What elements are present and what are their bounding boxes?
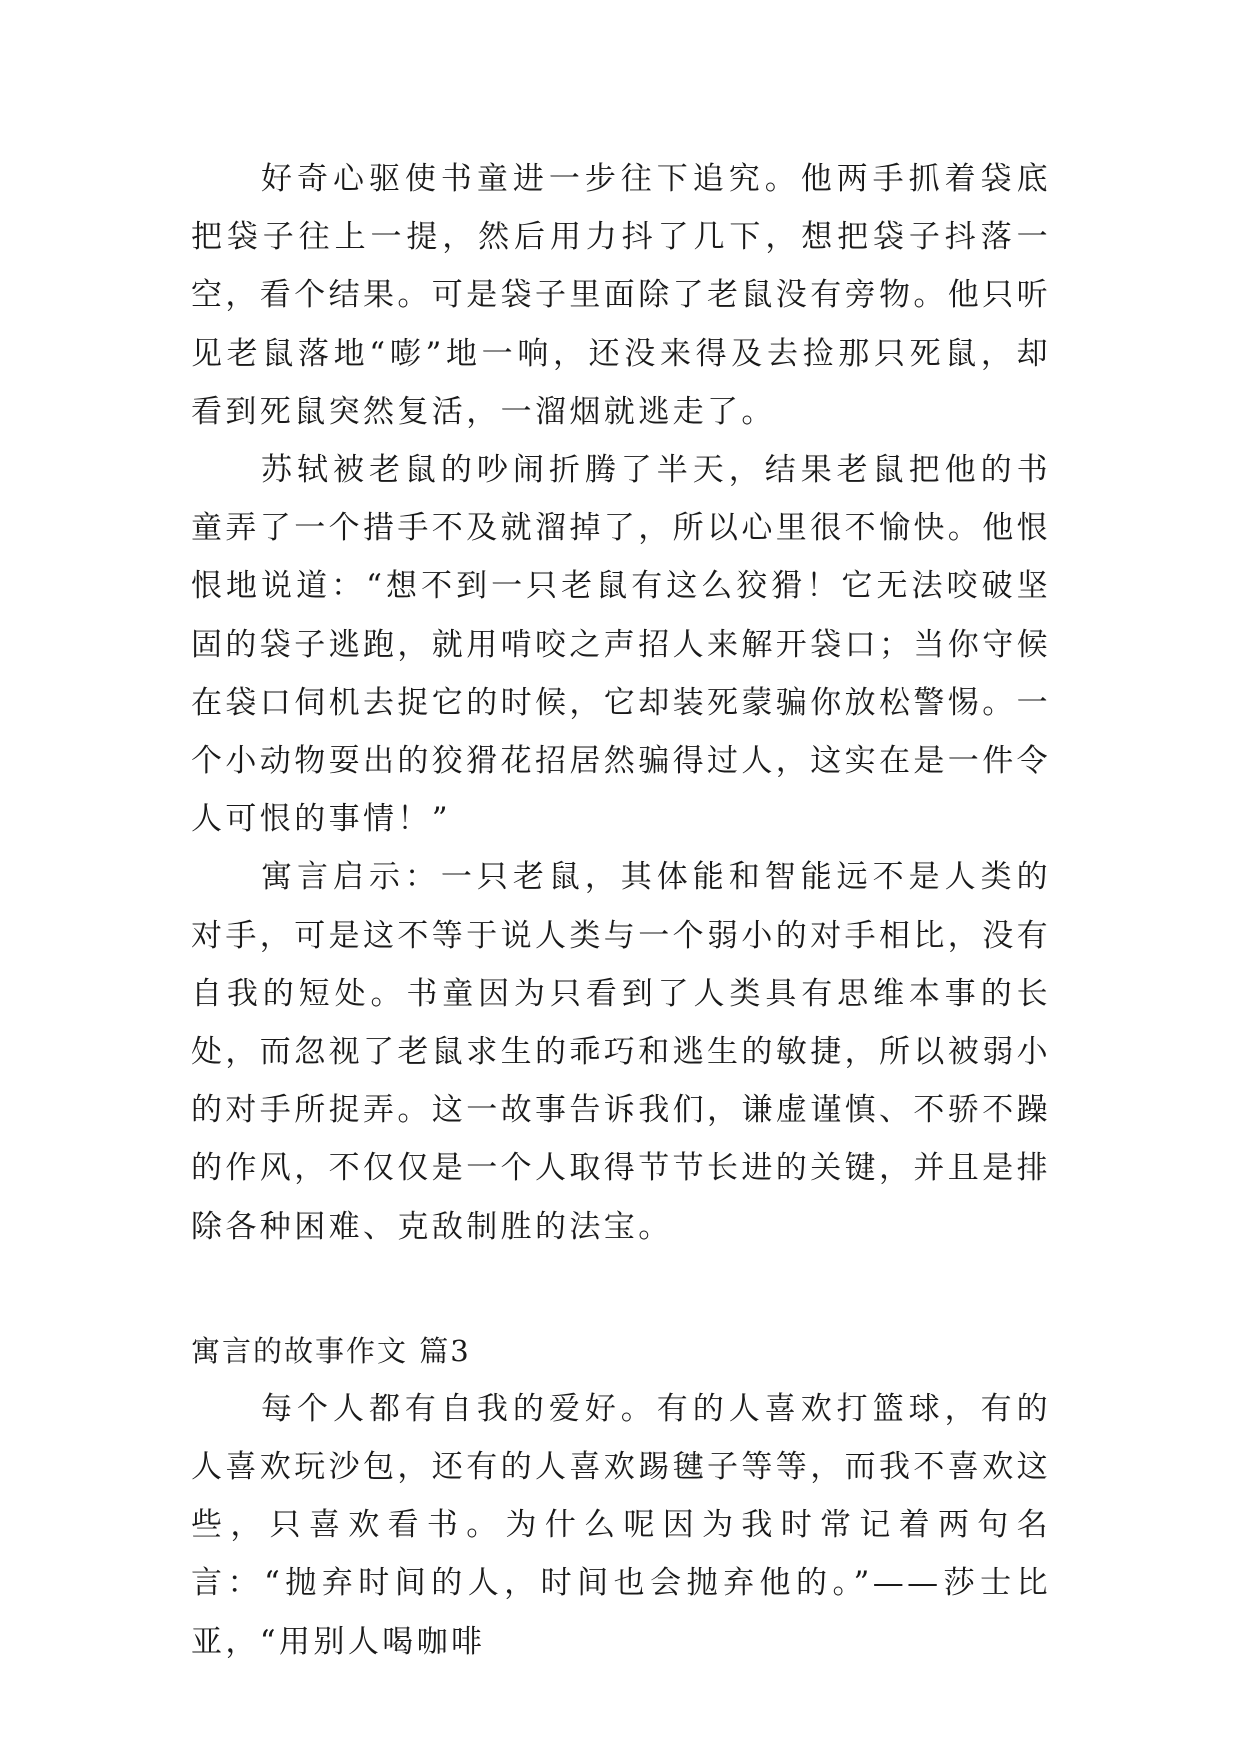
paragraph-hobbies: 每个人都有自我的爱好。有的人喜欢打篮球，有的人喜欢玩沙包，还有的人喜欢踢毽子等等，而我不喜欢这些，只喜欢看书。为什么呢因为我时常记着两句名言：“抛弃时间的人，时间也会抛弃他的。”——莎士比亚，“用别人喝咖啡 <box>191 1390 1051 1660</box>
paragraph-su-shi: 苏轼被老鼠的吵闹折腾了半天，结果老鼠把他的书童弄了一个措手不及就溜掉了，所以心里很不愉快。他恨恨地说道：“想不到一只老鼠有这么狡猾！它无法咬破坚固的袋子逃跑，就用啃咬之声招人来解开袋口；当你守候在袋口伺机去捉它的时候，它却装死蒙骗你放松警惕。一个小动物耍出的狡猾花招居然骗得过人，这实在是一件令人可恨的事情！” <box>191 452 1051 838</box>
document-body <box>191 150 1051 1671</box>
section-heading: 寓言的故事作文 篇3 <box>191 1333 471 1368</box>
paragraph-moral: 寓言启示：一只老鼠，其体能和智能远不是人类的对手，可是这不等于说人类与一个弱小的对手相比，没有自我的短处。书童因为只看到了人类具有思维本事的长处，而忽视了老鼠求生的乖巧和逃生的敏捷，所以被弱小的对手所捉弄。这一故事告诉我们，谦虚谨慎、不骄不躁的作风，不仅仅是一个人取得节节长进的关键，并且是排除各种困难、克敌制胜的法宝。 <box>191 859 1051 1245</box>
paragraph-curiosity: 好奇心驱使书童进一步往下追究。他两手抓着袋底把袋子往上一提，然后用力抖了几下，想把袋子抖落一空，看个结果。可是袋子里面除了老鼠没有旁物。他只听见老鼠落地“嘭”地一响，还没来得及去捡那只死鼠，却看到死鼠突然复活，一溜烟就逃走了。 <box>191 161 1051 430</box>
